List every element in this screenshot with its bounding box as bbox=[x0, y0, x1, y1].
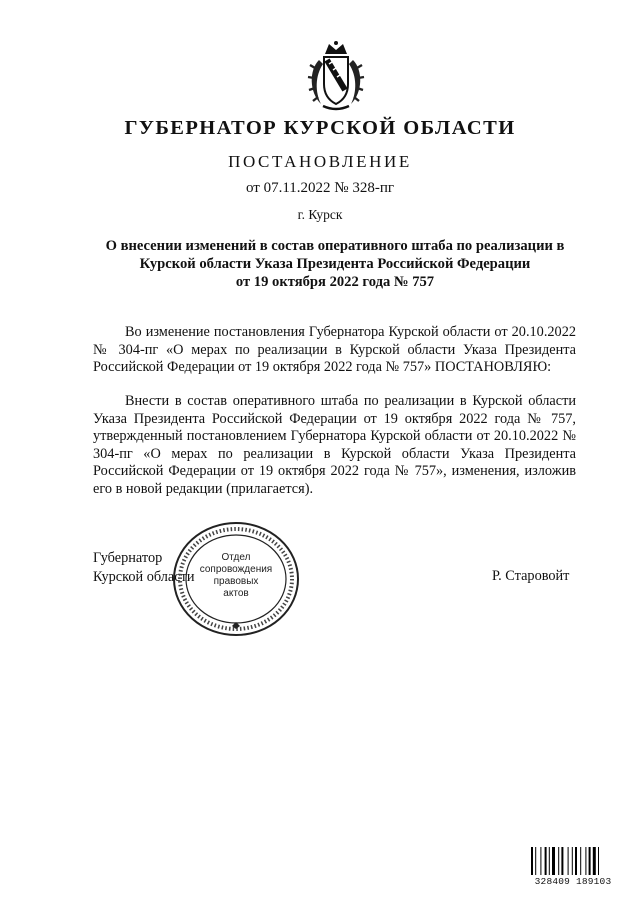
stamp-line: актов bbox=[223, 588, 249, 599]
stamp-line: сопровождения bbox=[199, 564, 273, 575]
paragraph-text: Внести в состав оперативного штаба по реализации в Курской области Указа Президента Российской Федерации от 19 октября 2022 года № 757, утвержденный постановлением Губернатора Курской области от 20.10.2022 № 304-пг «О мерах по реализации в Курской области Указа Президента Российской Федерации от 19 октября 2022 года № 757», изменения, изложив его в новой редакции (прилагается). bbox=[93, 393, 576, 497]
heading-line: от 19 октября 2022 года № 757 bbox=[235, 274, 435, 290]
paragraph-text: Во изменение постановления Губернатора Курской области от 20.10.2022 № 304-пг «О мерах по реализации в Курской области Указа Президента Российской Федерации от 19 октября 2022 года № 757» ПОСТАНОВЛЯЮ: bbox=[93, 324, 576, 376]
governor-title: ГУБЕРНАТОР КУРСКОЙ ОБЛАСТИ bbox=[124, 117, 516, 139]
position-line: Курской области bbox=[93, 569, 195, 585]
stamp-line: Отдел bbox=[221, 552, 251, 563]
heading-line: Курской области Указа Президента Российской Федерации bbox=[139, 256, 531, 272]
signatory-name: Р. Старовойт bbox=[492, 568, 570, 584]
document-date-number: от 07.11.2022 № 328-пг bbox=[245, 180, 395, 196]
position-line: Губернатор bbox=[93, 550, 163, 566]
body-paragraph-1 bbox=[93, 324, 576, 377]
barcode-number: 328409 189103 bbox=[534, 876, 612, 887]
document-type: ПОСТАНОВЛЕНИЕ bbox=[228, 152, 412, 171]
body-paragraph-2 bbox=[93, 393, 576, 499]
document-heading bbox=[95, 237, 575, 291]
document-city: г. Курск bbox=[297, 207, 343, 222]
coat-of-arms-icon bbox=[305, 40, 367, 112]
stamp-label bbox=[170, 552, 302, 600]
stamp-line: правовых bbox=[213, 576, 259, 587]
heading-line: О внесении изменений в состав оперативного штаба по реализации в bbox=[105, 238, 565, 254]
